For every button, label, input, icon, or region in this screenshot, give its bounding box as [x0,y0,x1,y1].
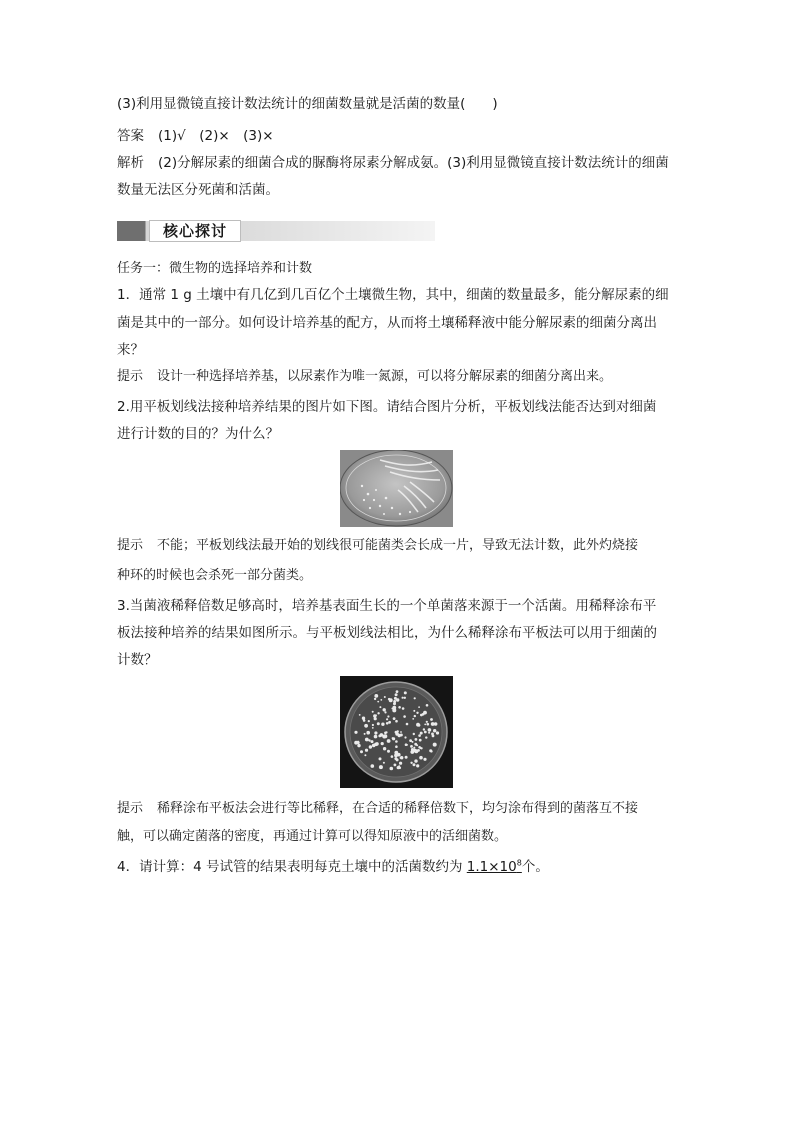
colony-dot [365,738,369,742]
colony-dot [426,721,428,723]
item3-line-2: 板法接种培养的结果如图所示。与平板划线法相比，为什么稀释涂布平板法可以用于细菌的 [117,625,657,641]
colony-dot [419,756,423,760]
colony-dot [416,744,418,746]
item4-answer [467,859,522,875]
item4-suffix: 个。 [521,859,549,875]
colony-dot [395,693,398,696]
colony-dot [383,708,386,711]
colony-dot [428,732,430,734]
colony-dot [381,723,384,726]
item2-hint-text-1: 不能；平板划线法最开始的划线很可能菌类会长成一片，导致无法计数，此外灼烧接 [157,538,639,553]
colony-dot [371,740,374,743]
colony-dot [384,711,386,713]
colony-dot [391,708,393,710]
colony-dot [413,747,415,749]
colony-dot [418,734,421,737]
colony-dot [405,756,408,759]
colony-dot [399,762,402,765]
colony-dot [372,744,376,748]
colony-dot [418,706,420,708]
item2-hint-line-1 [117,536,638,556]
colony-dot [423,728,425,730]
colony-dot [383,762,385,764]
colony-dot [391,755,394,758]
colony-dot [398,734,401,737]
colony-dot [390,767,394,771]
colony-dot [378,735,381,738]
colony-dot [413,763,416,766]
colony-dot [410,745,413,748]
item3-hint-line-1 [117,799,638,819]
colony-dot [397,766,400,769]
colony-dot [387,750,390,753]
colony-dot [362,717,365,720]
colony-dot [424,724,426,726]
colony-dot [412,718,414,720]
colony-dot [414,715,416,717]
analysis-line-2: 数量无法区分死菌和活菌。 [117,182,279,198]
item4-answer-exponent: 8 [516,858,522,868]
colony-dot [416,712,418,714]
analysis-label: 解析 [117,155,144,171]
colony-dot [394,754,398,758]
colony-dot [430,718,433,721]
colony-dot [396,698,399,701]
colony-dot [417,749,420,752]
colony-dot [354,731,357,734]
colony-dot [377,722,380,725]
colony-dot [374,694,378,698]
colony-dot [420,732,423,735]
item2-hint-label: 提示 [117,538,144,553]
answer-line [117,126,274,146]
colony-dot [364,754,366,756]
colony-dot [359,714,361,716]
colony-dot [420,747,422,749]
colony-dot [379,765,383,769]
item1-line-3: 来？ [117,342,144,358]
item2-hint-line-2: 种环的时候也会杀死一部分菌类。 [117,568,313,583]
colony-dot [387,715,389,717]
task-title: 任务一：微生物的选择培养和计数 [117,261,313,276]
colony-dot [383,747,386,750]
colony-dot [377,701,379,703]
colony-dot [397,730,399,732]
colony-dot [387,739,391,743]
colony-dot [403,715,406,718]
colony-dot [415,738,418,741]
item1-hint [117,367,612,387]
colony-dot [393,700,396,703]
item3-line-3: 计数？ [117,652,158,668]
item3-hint-text-1: 稀释涂布平板法会进行等比稀释，在合适的稀释倍数下，均匀涂布得到的菌落互不接 [157,801,639,816]
colony-dot [430,750,432,752]
colony-dot [423,711,427,715]
colony-dot [400,731,402,733]
colony-dot [402,707,405,710]
colony-dot [413,733,415,735]
section-title: 核心探讨 [149,220,241,242]
colony-dot [374,698,376,700]
colony-dot [389,698,393,702]
colony-dot [432,735,435,738]
colony-dot [386,722,389,725]
colony-dot [374,731,377,734]
colony-dot [368,720,370,722]
colony-dot [393,717,396,720]
colony-dot [416,723,420,727]
colony-dot [377,712,379,714]
colony-dot [400,757,402,759]
colony-dot [423,758,426,761]
analysis-line-1 [117,153,669,173]
colony-dot [412,741,414,743]
section-banner [117,221,435,241]
colony-dot [433,729,436,732]
item4-line [117,857,549,877]
colony-dot [433,743,437,747]
colony-dot [374,735,378,739]
colony-dot [425,736,427,738]
colony-dot [398,754,401,757]
colony-dot [379,706,381,708]
answer-label: 答案 [117,128,144,144]
item1-line-1: 1．通常 1 g 土壤中有几亿到几百亿个土壤微生物，其中，细菌的数量最多，能分解尿素的细 [117,287,669,303]
colony-dot [384,696,386,698]
colony-dot [404,697,406,699]
colony-dot [406,723,409,726]
colony-dot [372,711,374,713]
colony-dot [360,750,363,753]
colony-dot [395,745,398,748]
colony-dot [416,764,419,767]
colony-dot [434,723,436,725]
colony-dot [386,718,388,720]
colony-dot [357,741,359,743]
item1-hint-label: 提示 [117,369,144,384]
colony-dot [365,749,368,752]
colony-dot [372,724,374,726]
colony-dot [419,739,422,742]
item2-line-1: 2.用平板划线法接种培养结果的图片如下图。请结合图片分析，平板划线法能否达到对细菌 [117,399,657,415]
colony-dot [374,717,377,720]
colony-dot [372,727,374,729]
item1-line-2: 菌是其中的一部分。如何设计培养基的配方，从而将土壤稀释液中能分解尿素的细菌分离出 [117,315,657,331]
colony-dot [388,721,391,724]
colony-dot [405,743,408,746]
colony-dot [414,697,416,699]
colony-dot [410,762,412,764]
spread-plate-image [340,676,453,788]
colony-dot [429,729,431,731]
item4-answer-base: 1.1×10 [466,859,517,875]
colony-dot [381,742,384,745]
colony-dot [383,734,387,738]
colony-dot [424,731,427,734]
colony-dot [394,764,397,767]
colony-dot [364,724,368,728]
item2-line-2: 进行计数的目的？为什么？ [117,426,279,442]
colony-dot [394,757,397,760]
colony-dot [379,757,382,760]
item3-hint-line-2: 触，可以确定菌落的密度，再通过计算可以得知原液中的活细菌数。 [117,829,508,844]
colony-dot [369,745,372,748]
item3-hint-label: 提示 [117,801,144,816]
colony-dot [413,710,415,712]
colony-dot [404,736,406,738]
colony-dot [392,737,394,739]
streak-plate-image [340,450,453,527]
item3-line-1: 3.当菌液稀释倍数足够高时，培养基表面生长的一个单菌落来源于一个活菌。用稀释涂布平 [117,598,657,614]
colony-dot [396,690,399,693]
colony-dot [426,704,429,707]
colony-dot [411,748,414,751]
colony-dot [436,731,439,734]
colony-dot [395,720,398,723]
colony-dot [357,744,360,747]
analysis-text-1: (2)分解尿素的细菌合成的脲酶将尿素分解成氨。(3)利用显微镜直接计数法统计的细菌 [158,155,669,171]
colony-dot [371,764,375,768]
colony-dot [380,699,382,701]
colony-dot [402,697,404,699]
answer-text: (1)√ (2)× (3)× [158,128,274,144]
colony-dot [398,706,401,709]
item1-hint-text: 设计一种选择培养基，以尿素作为唯一氮源，可以将分解尿素的细菌分离出来。 [157,369,613,384]
colony-dot [404,691,407,694]
colony-dot [395,740,398,743]
colony-dot [414,759,417,762]
colony-dot [364,733,366,735]
colony-dot [375,714,377,716]
colony-dot [427,723,430,726]
question-3: (3)利用显微镜直接计数法统计的细菌数量就是活菌的数量( ) [117,96,498,112]
item4-prefix: 4．请计算：4 号试管的结果表明每克土壤中的活菌数约为 [117,859,467,875]
colony-dot [367,731,370,734]
colony-dot [384,732,387,735]
